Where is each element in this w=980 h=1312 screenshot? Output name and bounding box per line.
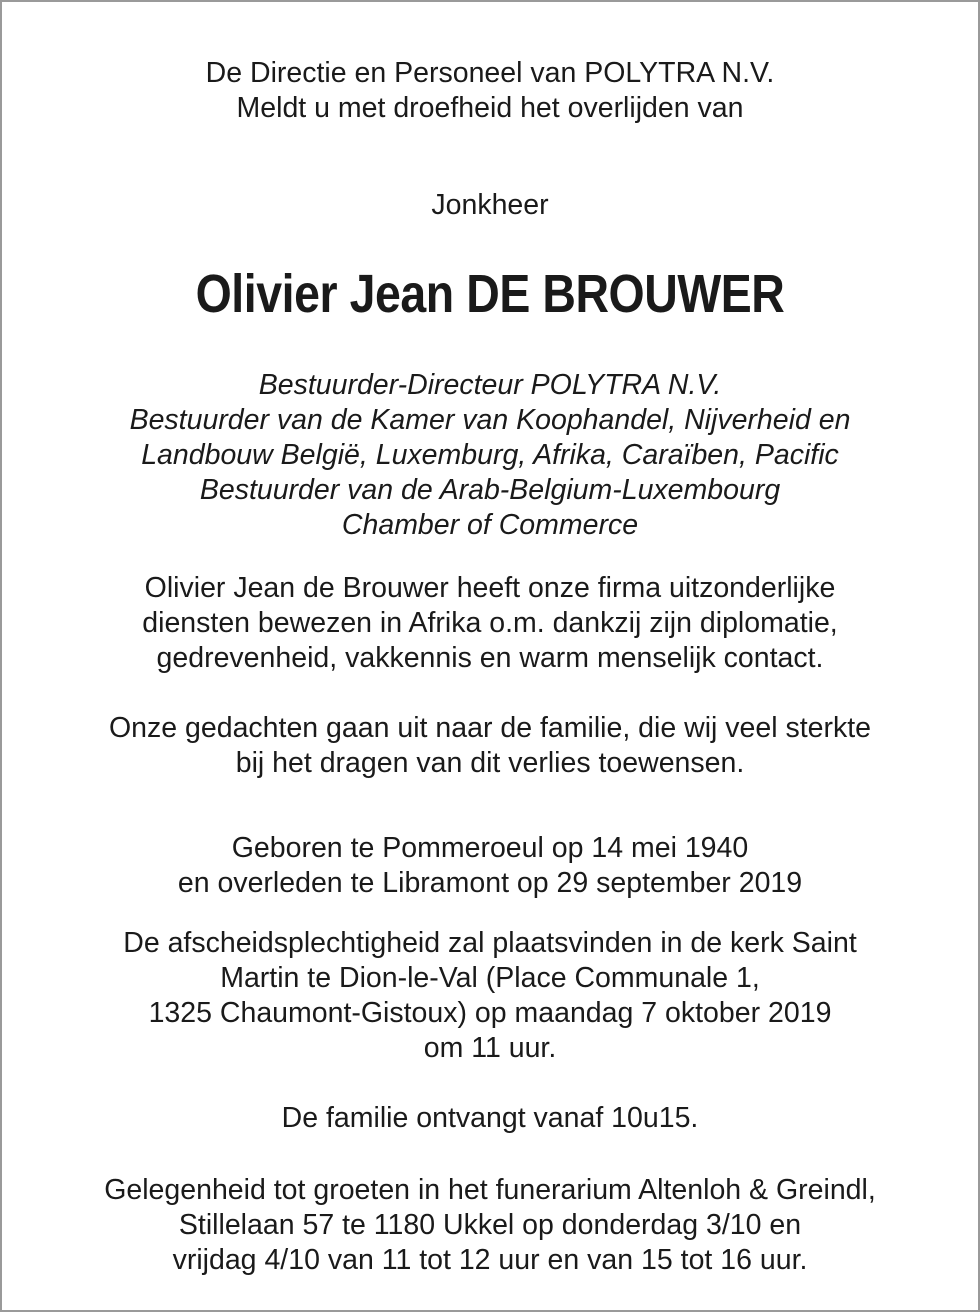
role-line: Bestuurder van de Arab-Belgium-Luxembourg (199, 474, 781, 506)
reception-notice: De familie ontvangt vanaf 10u15. (281, 1102, 699, 1134)
ceremony-line: Martin te Dion-le-Val (Place Communale 1, (220, 962, 760, 994)
life-dates (2, 831, 978, 901)
tribute-line: diensten bewezen in Afrika o.m. dankzij zijn diplomatie, (142, 607, 838, 639)
ceremony-line: De afscheidsplechtigheid zal plaatsvinden in de kerk Saint (123, 927, 857, 959)
viewing-line: Gelegenheid tot groeten in het funerarium Altenloh & Greindl, (104, 1174, 876, 1206)
intro-text (2, 56, 978, 126)
condolence-line: Onze gedachten gaan uit naar de familie, die wij veel sterkte (108, 712, 872, 744)
roles-list (2, 368, 978, 543)
tribute-line: gedrevenheid, vakkennis en warm menselijk contact. (156, 642, 824, 674)
ceremony-details (2, 926, 978, 1066)
intro-line: De Directie en Personeel van POLYTRA N.V. (205, 57, 775, 89)
role-line: Landbouw België, Luxemburg, Afrika, Caraïben, Pacific (141, 439, 839, 471)
death-line: en overleden te Libramont op 29 september 2019 (177, 867, 803, 899)
intro-line: Meldt u met droefheid het overlijden van (236, 92, 744, 124)
role-line: Bestuurder-Directeur POLYTRA N.V. (258, 369, 722, 401)
viewing-line: vrijdag 4/10 van 11 tot 12 uur en van 15 tot 16 uur. (172, 1244, 808, 1276)
ceremony-line: 1325 Chaumont-Gistoux) op maandag 7 oktober 2019 (148, 997, 832, 1029)
condolence-line: bij het dragen van dit verlies toewensen. (235, 747, 745, 779)
role-line: Chamber of Commerce (341, 509, 639, 541)
role-line: Bestuurder van de Kamer van Koophandel, Nijverheid en (129, 404, 851, 436)
birth-line: Geboren te Pommeroeul op 14 mei 1940 (231, 832, 749, 864)
viewing-details (2, 1173, 978, 1278)
tribute-paragraph (2, 571, 978, 676)
condolence-paragraph (2, 711, 978, 781)
honorific-title: Jonkheer (431, 189, 549, 221)
deceased-name: Olivier Jean DE BROUWER (195, 264, 785, 324)
ceremony-line: om 11 uur. (423, 1032, 557, 1064)
viewing-line: Stillelaan 57 te 1180 Ukkel op donderdag 3/10 en (178, 1209, 802, 1241)
tribute-line: Olivier Jean de Brouwer heeft onze firma uitzonderlijke (144, 572, 836, 604)
